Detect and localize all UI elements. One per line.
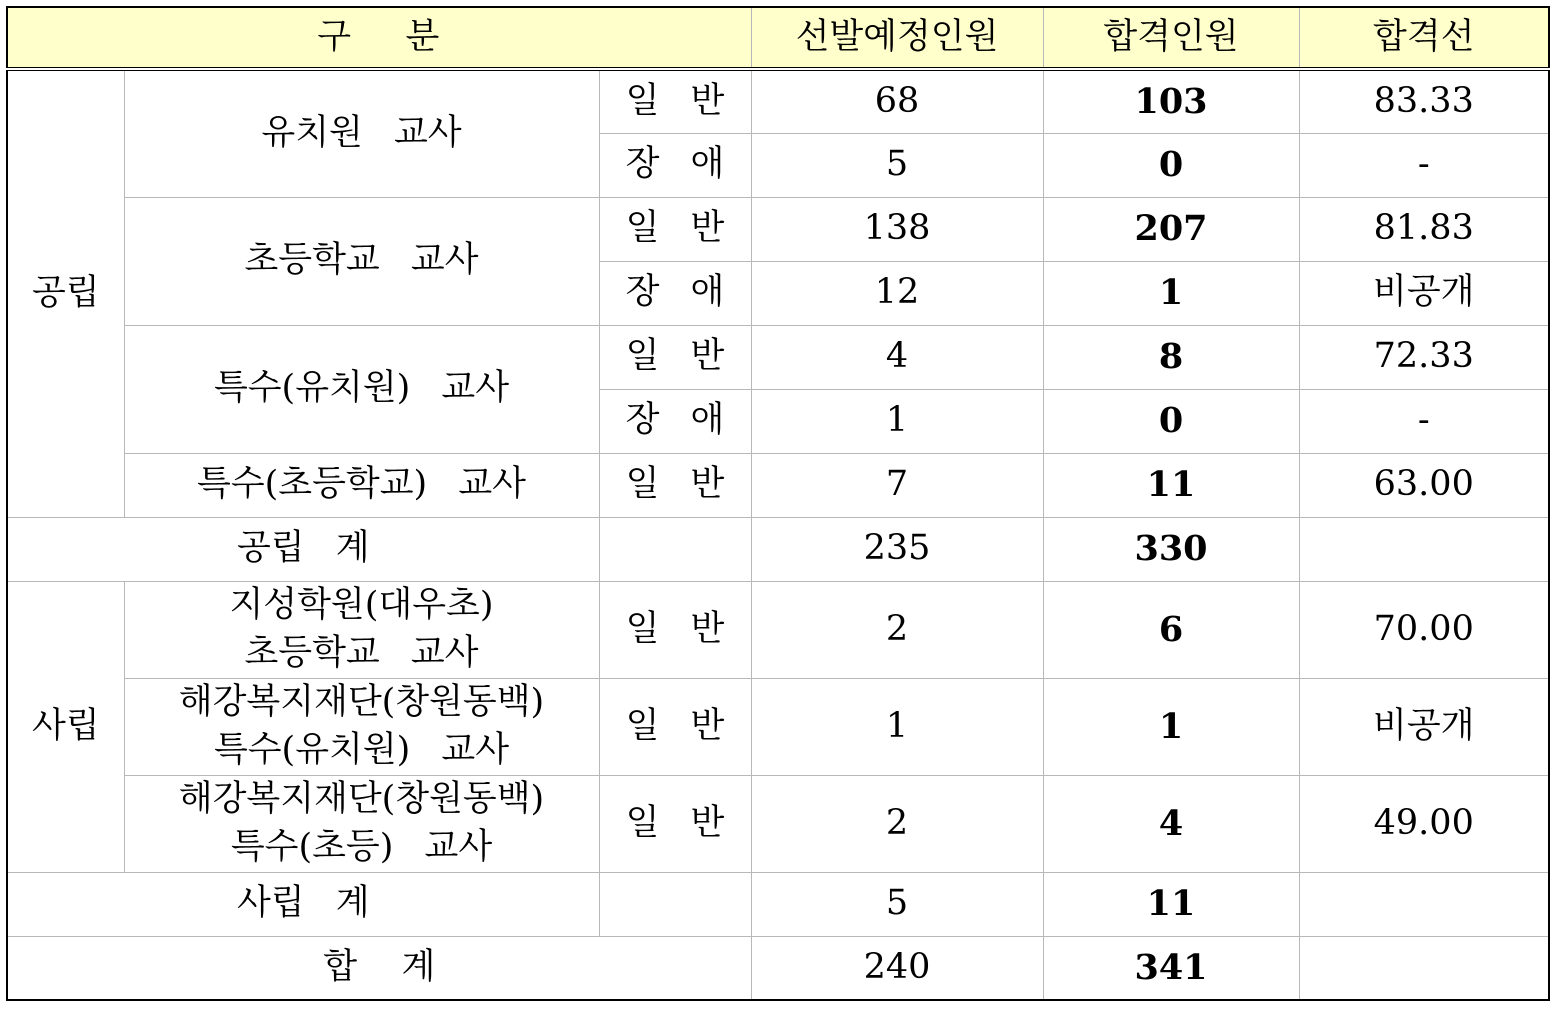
cutoff-score: 비공개 [1299,678,1549,775]
passed-count: 8 [1043,325,1299,389]
planned-count: 1 [751,678,1043,775]
hire-type: 일 반 [599,69,751,133]
cutoff-score: 70.00 [1299,581,1549,678]
passed-count: 330 [1043,517,1299,581]
cutoff-score: 83.33 [1299,69,1549,133]
hire-type: 일 반 [599,197,751,261]
table-row [7,197,1549,261]
table-row [7,775,1549,872]
hire-type: 일 반 [599,775,751,872]
subtotal-label: 사립 계 [7,872,599,936]
cutoff-score: 63.00 [1299,453,1549,517]
hire-type: 일 반 [599,678,751,775]
cutoff-score: 49.00 [1299,775,1549,872]
planned-count: 2 [751,775,1043,872]
position-name-line2: 특수(유치원) 교사 [213,729,510,770]
position-name: 초등학교 교사 [124,197,599,325]
passed-count: 341 [1043,936,1299,1000]
table-row [7,453,1549,517]
subtotal-row [7,872,1549,936]
passed-count: 207 [1043,197,1299,261]
cutoff-score: 비공개 [1299,261,1549,325]
position-name-line1: 해강복지재단(창원동백) [178,681,545,722]
position-name-line1: 해강복지재단(창원동백) [178,778,545,819]
group-label-public: 공립 [7,69,124,517]
empty-cell [1299,517,1549,581]
group-label-private: 사립 [7,581,124,872]
position-name-line1: 지성학원(대우초) [229,584,494,625]
planned-count: 4 [751,325,1043,389]
header-passed: 합격인원 [1043,7,1299,69]
position-name-line2: 초등학교 교사 [244,632,479,673]
passed-count: 1 [1043,678,1299,775]
hire-type: 일 반 [599,325,751,389]
planned-count: 68 [751,69,1043,133]
planned-count: 5 [751,133,1043,197]
planned-count: 2 [751,581,1043,678]
position-name [124,581,599,678]
passed-count: 103 [1043,69,1299,133]
passed-count: 4 [1043,775,1299,872]
passed-count: 0 [1043,389,1299,453]
position-name-line2: 특수(초등) 교사 [230,826,493,867]
position-name: 유치원 교사 [124,69,599,197]
position-name: 특수(초등학교) 교사 [124,453,599,517]
hire-type: 장 애 [599,133,751,197]
recruitment-results-table [6,6,1550,1001]
cutoff-score: 72.33 [1299,325,1549,389]
hire-type: 장 애 [599,261,751,325]
position-name: 특수(유치원) 교사 [124,325,599,453]
header-cutoff: 합격선 [1299,7,1549,69]
planned-count: 240 [751,936,1043,1000]
empty-cell [599,872,751,936]
table-row [7,69,1549,133]
hire-type: 일 반 [599,453,751,517]
passed-count: 1 [1043,261,1299,325]
planned-count: 138 [751,197,1043,261]
header-row [7,7,1549,69]
passed-count: 6 [1043,581,1299,678]
empty-cell [1299,936,1549,1000]
total-label: 합 계 [7,936,751,1000]
hire-type: 일 반 [599,581,751,678]
header-category: 구 분 [7,7,751,69]
planned-count: 5 [751,872,1043,936]
passed-count: 0 [1043,133,1299,197]
header-planned: 선발예정인원 [751,7,1043,69]
subtotal-label: 공립 계 [7,517,599,581]
passed-count: 11 [1043,872,1299,936]
total-row [7,936,1549,1000]
passed-count: 11 [1043,453,1299,517]
position-name [124,775,599,872]
planned-count: 12 [751,261,1043,325]
table-row [7,678,1549,775]
empty-cell [1299,872,1549,936]
position-name [124,678,599,775]
hire-type: 장 애 [599,389,751,453]
planned-count: 235 [751,517,1043,581]
empty-cell [599,517,751,581]
cutoff-score: - [1299,389,1549,453]
subtotal-row [7,517,1549,581]
planned-count: 1 [751,389,1043,453]
planned-count: 7 [751,453,1043,517]
table-row [7,581,1549,678]
table-row [7,325,1549,389]
cutoff-score: 81.83 [1299,197,1549,261]
cutoff-score: - [1299,133,1549,197]
